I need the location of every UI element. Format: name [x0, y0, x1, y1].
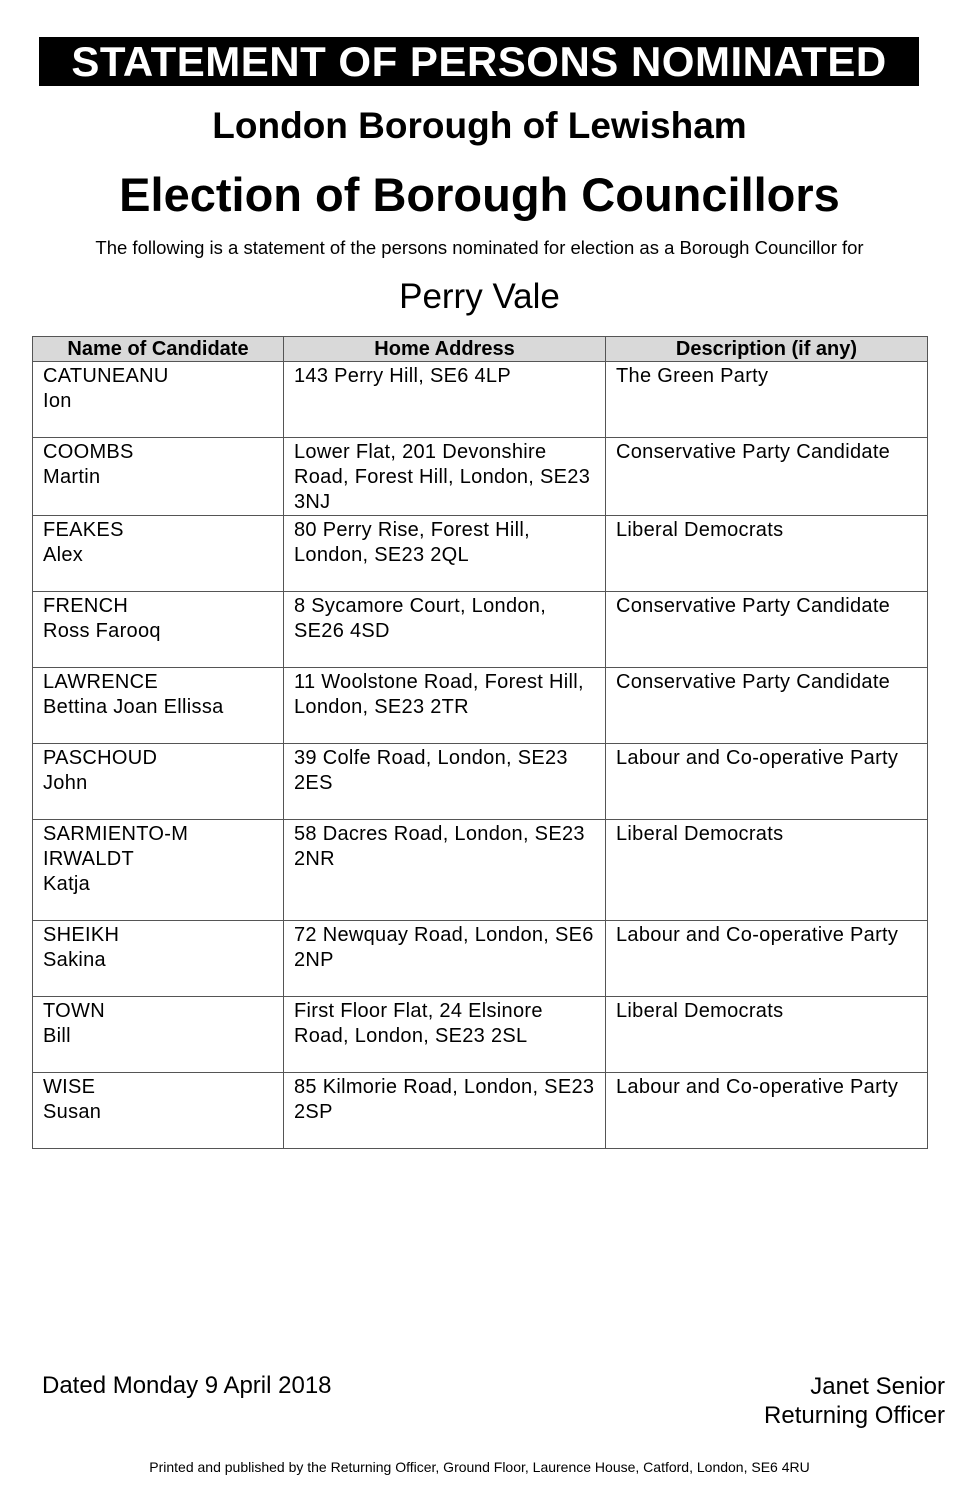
candidate-forenames: John [43, 772, 88, 794]
candidate-forenames: Bill [43, 1025, 71, 1047]
candidate-name-cell [33, 438, 284, 516]
candidate-forenames: Bettina Joan Ellissa [43, 696, 224, 718]
candidate-description: Liberal Democrats [606, 516, 928, 592]
candidate-name-cell [33, 592, 284, 668]
candidate-address: 11 Woolstone Road, Forest Hill, London, SE23 2TR [284, 668, 606, 744]
statement-banner: STATEMENT OF PERSONS NOMINATED [39, 37, 919, 86]
council-name: London Borough of Lewisham [212, 105, 747, 146]
candidate-forenames: Ion [43, 390, 72, 412]
candidate-surname: SARMIENTO-MIRWALDT [43, 823, 189, 870]
table-row [33, 1073, 928, 1149]
candidate-address: 8 Sycamore Court, London, SE26 4SD [284, 592, 606, 668]
signer-title: Returning Officer [764, 1402, 945, 1429]
table-row [33, 592, 928, 668]
candidate-surname: CATUNEANU [43, 365, 169, 387]
candidate-surname: SHEIKH [43, 924, 120, 946]
candidate-forenames: Ross Farooq [43, 620, 161, 642]
candidate-name-cell [33, 668, 284, 744]
candidate-name-cell [33, 516, 284, 592]
candidates-table [32, 336, 928, 1149]
dated-line: Dated Monday 9 April 2018 [42, 1372, 332, 1399]
table-header-row [33, 337, 928, 362]
column-header-description: Description (if any) [606, 337, 928, 362]
candidate-surname: FEAKES [43, 519, 124, 541]
table-row [33, 362, 928, 438]
column-header-address: Home Address [284, 337, 606, 362]
candidate-forenames: Alex [43, 544, 84, 566]
election-title: Election of Borough Councillors [119, 168, 840, 221]
candidate-address: 72 Newquay Road, London, SE6 2NP [284, 921, 606, 997]
imprint-text: Printed and published by the Returning Officer, Ground Floor, Laurence House, Catford, London, SE6 4RU [149, 1459, 810, 1475]
table-row [33, 516, 928, 592]
candidate-name-cell [33, 997, 284, 1073]
candidate-address: 39 Colfe Road, London, SE23 2ES [284, 744, 606, 820]
candidate-description: Liberal Democrats [606, 820, 928, 921]
candidate-name-cell [33, 921, 284, 997]
candidate-name-cell [33, 362, 284, 438]
candidate-address: 85 Kilmorie Road, London, SE23 2SP [284, 1073, 606, 1149]
table-row [33, 438, 928, 516]
candidate-description: Liberal Democrats [606, 997, 928, 1073]
signer-name: Janet Senior [810, 1373, 945, 1400]
ward-name: Perry Vale [399, 277, 560, 316]
table-row [33, 921, 928, 997]
table-row [33, 820, 928, 921]
candidate-surname: COOMBS [43, 441, 134, 463]
signature-block [764, 1372, 945, 1430]
candidate-address: 58 Dacres Road, London, SE23 2NR [284, 820, 606, 921]
table-row [33, 997, 928, 1073]
candidate-surname: TOWN [43, 1000, 105, 1022]
candidate-address: Lower Flat, 201 Devonshire Road, Forest Hill, London, SE23 3NJ [284, 438, 606, 516]
candidate-forenames: Susan [43, 1101, 102, 1123]
candidate-name-cell [33, 744, 284, 820]
candidate-description: Conservative Party Candidate [606, 592, 928, 668]
candidate-forenames: Sakina [43, 949, 106, 971]
candidate-description: Labour and Co-operative Party [606, 1073, 928, 1149]
table-row [33, 744, 928, 820]
candidate-name-cell [33, 1073, 284, 1149]
candidate-forenames: Martin [43, 466, 101, 488]
candidate-name-cell [33, 820, 284, 921]
candidate-address: First Floor Flat, 24 Elsinore Road, London, SE23 2SL [284, 997, 606, 1073]
intro-text: The following is a statement of the persons nominated for election as a Borough Councillor for [95, 237, 864, 258]
candidate-description: The Green Party [606, 362, 928, 438]
candidate-address: 80 Perry Rise, Forest Hill, London, SE23 2QL [284, 516, 606, 592]
candidate-description: Conservative Party Candidate [606, 438, 928, 516]
table-row [33, 668, 928, 744]
candidate-surname: FRENCH [43, 595, 129, 617]
candidate-surname: WISE [43, 1076, 96, 1098]
candidate-description: Conservative Party Candidate [606, 668, 928, 744]
candidate-address: 143 Perry Hill, SE6 4LP [284, 362, 606, 438]
candidate-description: Labour and Co-operative Party [606, 744, 928, 820]
column-header-name: Name of Candidate [33, 337, 284, 362]
candidate-forenames: Katja [43, 873, 91, 895]
candidate-description: Labour and Co-operative Party [606, 921, 928, 997]
candidate-surname: PASCHOUD [43, 747, 158, 769]
candidate-surname: LAWRENCE [43, 671, 159, 693]
